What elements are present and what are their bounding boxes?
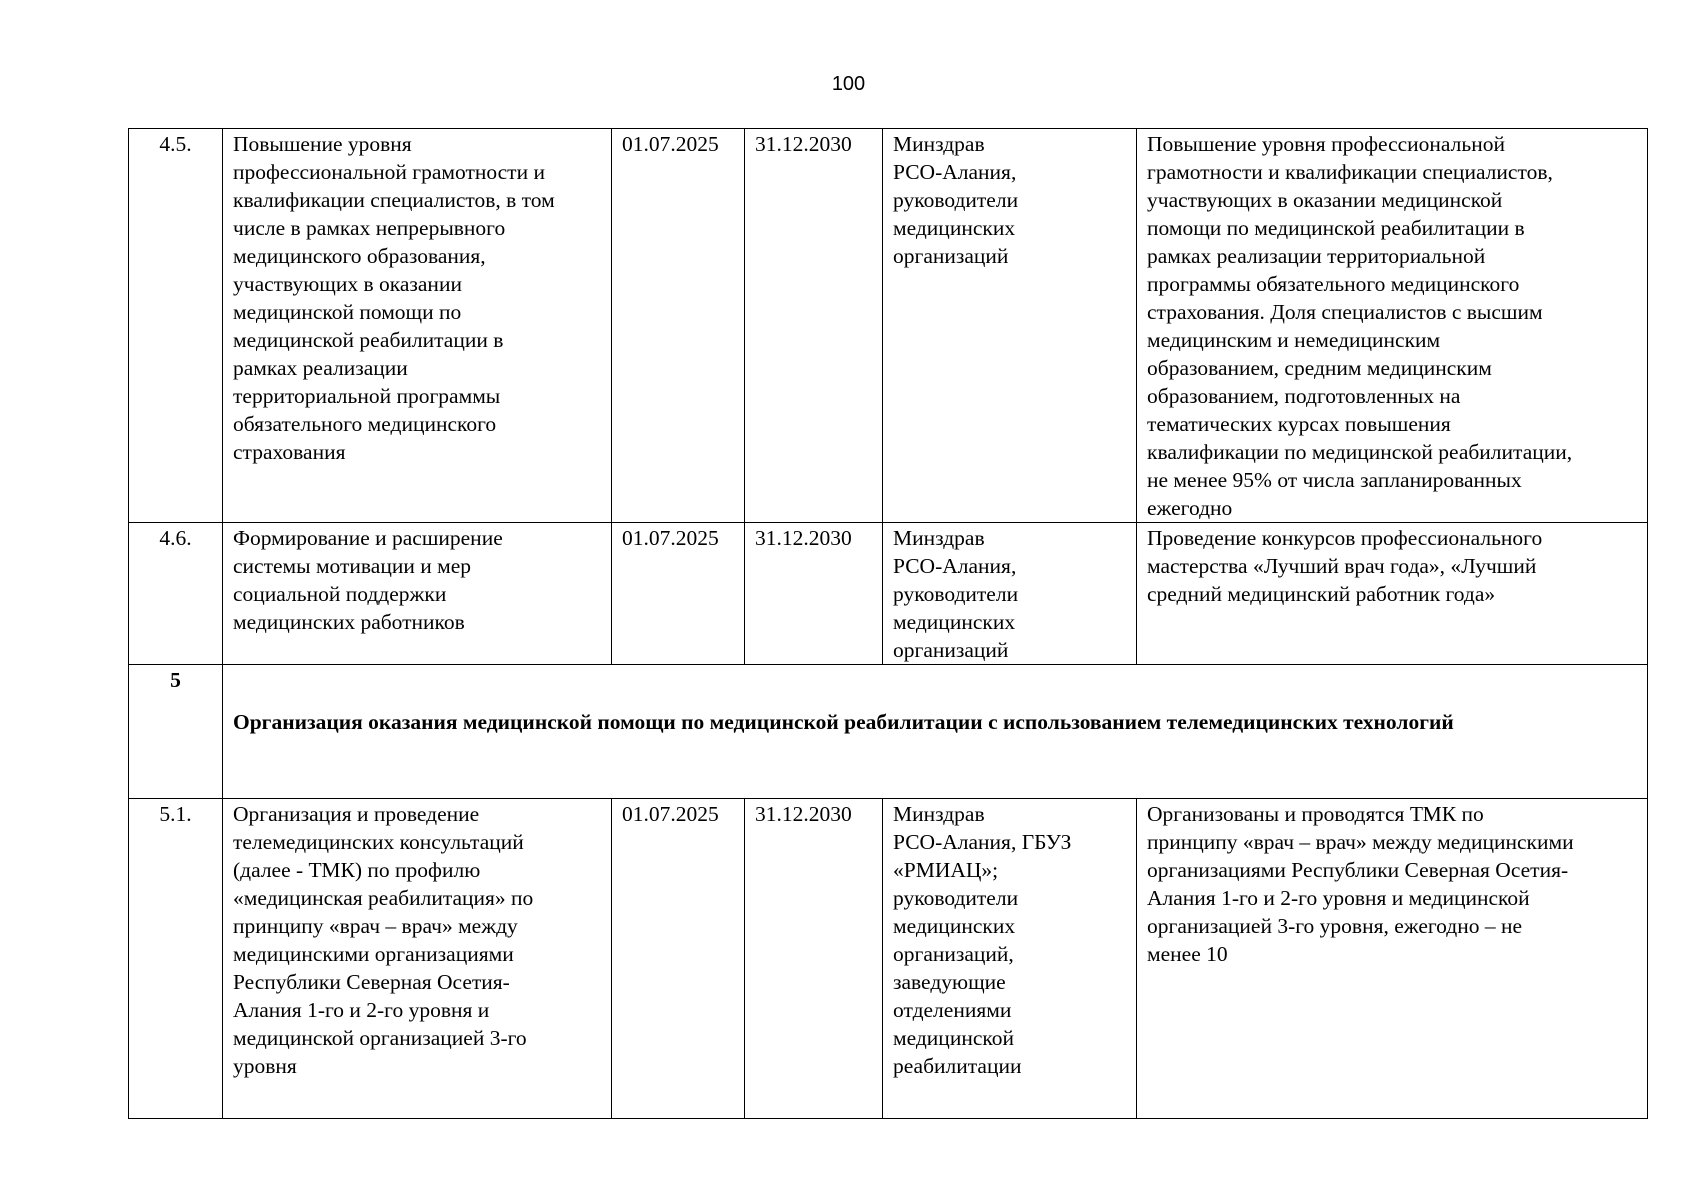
page-number: 100	[831, 73, 866, 95]
result-cell: Проведение конкурсов профессионального мастерства «Лучший врач года», «Лучший средний медицинский работник года»	[1137, 523, 1648, 665]
row-number: 4.6.	[129, 523, 223, 665]
table-row	[129, 799, 1648, 1119]
responsible-cell: Минздрав РСО-Алания, ГБУЗ «РМИАЦ»; руководители медицинских организаций, заведующие отделениями медицинской реабилитации	[883, 799, 1137, 1119]
row-number: 5.1.	[129, 799, 223, 1119]
end-date-cell: 31.12.2030	[745, 129, 883, 523]
activity-cell: Формирование и расширение системы мотивации и мер социальной поддержки медицинских работников	[223, 523, 612, 665]
activity-cell: Организация и проведение телемедицинских консультаций (далее - ТМК) по профилю «медицинская реабилитация» по принципу «врач – врач» между медицинскими организациями Республики Северная Осетия- Алания 1-го и 2-го уровня и медицинской организацией 3-го уровня	[223, 799, 612, 1119]
table-row	[129, 129, 1648, 523]
activity-cell: Повышение уровня профессиональной грамотности и квалификации специалистов, в том числе в рамках непрерывного медицинского образования, участвующих в оказании медицинской помощи по медицинской реабилитации в рамках реализации территориальной программы обязательного медицинского страхования	[223, 129, 612, 523]
start-date-cell: 01.07.2025	[612, 799, 745, 1119]
row-number: 4.5.	[129, 129, 223, 523]
section-header-row	[129, 665, 1648, 799]
start-date-cell: 01.07.2025	[612, 129, 745, 523]
result-cell: Повышение уровня профессиональной грамотности и квалификации специалистов, участвующих в оказании медицинской помощи по медицинской реабилитации в рамках реализации территориальной программы обязательного медицинского страхования. Доля специалистов с высшим медицинским и немедицинским образованием, средним медицинским образованием, подготовленных на тематических курсах повышения квалификации по медицинской реабилитации, не менее 95% от числа запланированных ежегодно	[1137, 129, 1648, 523]
end-date-cell: 31.12.2030	[745, 523, 883, 665]
table-row	[129, 523, 1648, 665]
section-number: 5	[129, 665, 223, 799]
activity-plan-table	[128, 128, 1648, 1119]
responsible-cell: Минздрав РСО-Алания, руководители медицинских организаций	[883, 129, 1137, 523]
start-date-cell: 01.07.2025	[612, 523, 745, 665]
section-title: Организация оказания медицинской помощи по медицинской реабилитации с использованием телемедицинских технологий	[223, 665, 1648, 799]
responsible-cell: Минздрав РСО-Алания, руководители медицинских организаций	[883, 523, 1137, 665]
end-date-cell: 31.12.2030	[745, 799, 883, 1119]
result-cell: Организованы и проводятся ТМК по принципу «врач – врач» между медицинскими организациями Республики Северная Осетия- Алания 1-го и 2-го уровня и медицинской организацией 3-го уровня, ежегодно – не менее 10	[1137, 799, 1648, 1119]
